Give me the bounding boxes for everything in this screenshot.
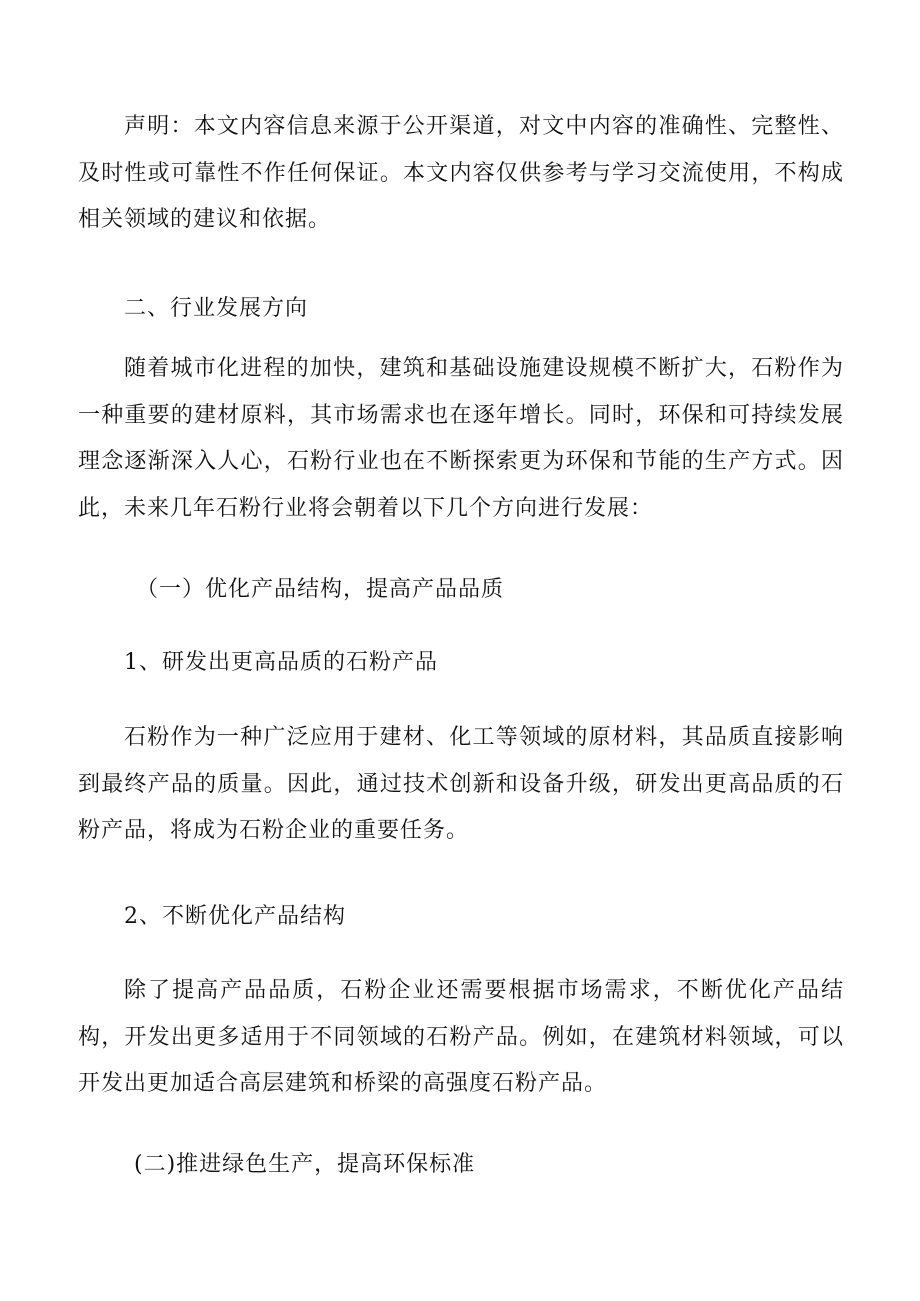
item-2-paragraph: 除了提高产品品质，石粉企业还需要根据市场需求，不断优化产品结构，开发出更多适用于不同领域的石粉产品。例如，在建筑材料领域，可以开发出更加适合高层建筑和桥梁的高强度石粉产品。 bbox=[78, 978, 844, 1096]
section-intro-paragraph: 随着城市化进程的加快，建筑和基础设施建设规模不断扩大，石粉作为一种重要的建材原料，其市场需求也在逐年增长。同时，环保和可持续发展理念逐渐深入人心，石粉行业也在不断探索更为环保和节能的生产方式。因此，未来几年石粉行业将会朝着以下几个方向进行发展： bbox=[78, 356, 844, 521]
item-1-paragraph: 石粉作为一种广泛应用于建材、化工等领域的原材料，其品质直接影响到最终产品的质量。因此，通过技术创新和设备升级，研发出更高品质的石粉产品，将成为石粉企业的重要任务。 bbox=[78, 725, 844, 843]
item-heading-2: 2、不断优化产品结构 bbox=[124, 904, 346, 929]
section-heading: 二、行业发展方向 bbox=[124, 296, 309, 321]
subsection-heading-1: （一）优化产品结构，提高产品品质 bbox=[136, 577, 505, 602]
subsection-heading-2: (二)推进绿色生产，提高环保标准 bbox=[134, 1152, 476, 1177]
disclaimer-paragraph: 声明：本文内容信息来源于公开渠道，对文中内容的准确性、完整性、及时性或可靠性不作任何保证。本文内容仅供参考与学习交流使用，不构成相关领域的建议和依据。 bbox=[78, 114, 844, 232]
item-heading-1: 1、研发出更高品质的石粉产品 bbox=[124, 650, 438, 675]
